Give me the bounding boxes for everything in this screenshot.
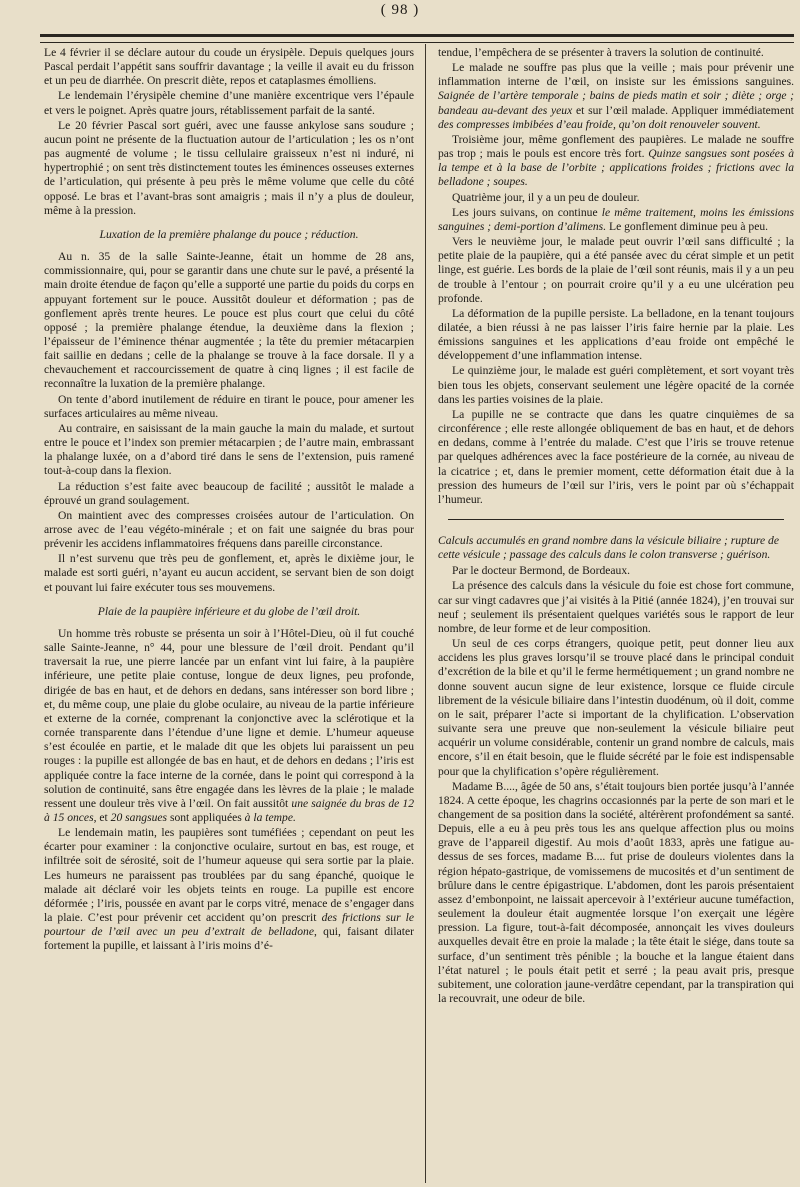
paragraph: Quatrième jour, il y a un peu de douleur. bbox=[452, 190, 640, 204]
article-separator bbox=[448, 519, 784, 520]
italic-text: Saignée de l’artère temporale ; bains de pieds matin et soir ; diète ; orge ; bandeau au-devant des yeux bbox=[438, 89, 794, 117]
text-run: Le lendemain matin, les paupières sont tuméfiées ; cependant on peut les écarter pour examiner : la conjonctive oculaire, surtout en bas, est rouge, et infiltrée soit de sérosité, soit de l’humeur aqueuse qui sera sortie par la plaie. Les humeurs ne paraissent pas troublées par du sang épanché, quoique le malade ait déclaré voir les objets teints en rouge. La pupille est encore déformée ; l’iris, poussée en avant par le corps vitré, menace de s’engager dans la plaie. C’est pour prévenir cet accident qu’on prescrit bbox=[44, 826, 414, 925]
italic-text: le même traitement, moins les émissions sanguines ; demi-portion d’alimens. bbox=[438, 205, 794, 233]
paragraph: Au n. 35 de la salle Sainte-Jeanne, était un homme de 28 ans, commissionnaire, qui, pour se garantir dans une chute sur le pavé, a présenté la main droite étendue de façon qu’elle a supporté une partie du poids du corps en appuyant fortement sur le pouce. Aussitôt douleur et déformation ; pas de gonflement après trente heures. Le pouce est plus court que celui du côté opposé ; la première phalange étendue, la deuxième dans la flexion ; l’épaisseur de l’éminence thénar augmentée ; la tête du premier métacarpien fait saillie en dedans ; celle de la phalange se trouve à la face dorsale. Il y a chevauchement et raccourcissement de quatre à cinq lignes ; il est facile de reconnaître la luxation de la première phalange. bbox=[44, 250, 414, 391]
text-run: Les jours suivans, on continue bbox=[452, 205, 598, 219]
paragraph bbox=[438, 133, 794, 190]
article-title: Calculs accumulés en grand nombre dans la vésicule biliaire ; rupture de cette vésicule ; passage des calculs dans le colon transverse ; guérison. bbox=[438, 534, 779, 562]
paragraph: Le lendemain l’érysipèle chemine d’une manière excentrique vers l’épaule et vers le poignet. Après quatre jours, rétablissement parfait de la santé. bbox=[44, 89, 414, 117]
paragraph: Il n’est survenu que très peu de gonflement, et, après le dixième jour, le malade est sorti guéri, n’ayant eu aucun accident, se servant bien de son doigt et pouvant lui faire exécuter tous ses mouvemens. bbox=[44, 552, 414, 594]
paragraph: Le quinzième jour, le malade est guéri complètement, et sort voyant très bien tous les objets, conservant seulement une légère opacité de la cornée dans les parties voisines de la plaie. bbox=[438, 364, 794, 406]
italic-text: une saignée du bras de 12 à 15 onces bbox=[44, 796, 414, 824]
paragraph: On tente d’abord inutilement de réduire en tirant le pouce, pour amener les surfaces articulaires au même niveau. bbox=[44, 392, 414, 420]
page-number: ( 98 ) bbox=[380, 2, 420, 18]
right-column bbox=[438, 46, 794, 1183]
italic-text: Quinze sangsues sont posées à la tempe et à la base de l’orbite ; applications froides ; frictions avec la belladone ; soupes. bbox=[438, 147, 794, 189]
text-run: et sur l’œil malade. Appliquer immédiatement bbox=[575, 103, 794, 117]
paragraph: Au contraire, en saisissant de la main gauche la main du malade, et surtout entre le pouce et l’index son premier métacarpien ; de l’autre main, embrassant la phalange luxée, on a d’abord tiré dans le sens de l’extension, puis ramené tout-à-coup dans la flexion. bbox=[44, 421, 414, 478]
section-heading-luxation: Luxation de la première phalange du pouce ; réduction. bbox=[99, 227, 359, 241]
paragraph: Le 4 février il se déclare autour du coude un érysipèle. Depuis quelques jours Pascal perdait l’appétit sans souffrir davantage ; la veille il avait eu du frisson et un peu de diarrhée. On prescrit diète, repos et cataplasmes émolliens. bbox=[44, 46, 414, 88]
header-rule bbox=[40, 34, 794, 43]
paragraph: Vers le neuvième jour, le malade peut ouvrir l’œil sans difficulté ; la petite plaie de la paupière, qui a été pansée avec du cérat simple et un petit linge, est guérie. Les bords de la plaie de l’œil sont réunis, mais il y a un peu de trouble à l’entour ; on pourrait croire qu’il y a eu une ulcération peu profonde. bbox=[438, 235, 794, 305]
paragraph: La pupille ne se contracte que dans les quatre cinquièmes de sa circonférence ; elle reste allongée obliquement de bas en haut, et de dehors en dedans, comme à l’entrée du malade. C’est que l’iris se trouve retenue par quelques adhérences avec la face postérieure de la cornée, au niveau de la cicatrice ; et, dans le premier moment, cette déformation était due à la pression des humeurs de l’œil sur l’iris, vers le point par où s’échappait l’humeur. bbox=[438, 407, 794, 506]
text-run: Le malade ne souffre pas plus que la veille ; mais pour prévenir une inflammation interne de l’œil, on insiste sur les émissions sanguines. bbox=[438, 61, 794, 89]
paragraph bbox=[438, 206, 794, 234]
column-divider bbox=[425, 44, 426, 1183]
paragraph: tendue, l’empêchera de se présenter à travers la solution de continuité. bbox=[438, 46, 764, 59]
article-author: Par le docteur Bermond, de Bordeaux. bbox=[452, 564, 631, 578]
text-run: Le gonflement diminue peu à peu. bbox=[609, 219, 769, 233]
section-heading-plaie: Plaie de la paupière inférieure et du globe de l’œil droit. bbox=[97, 604, 361, 618]
text-run: , qui, faisant dilater fortement la pupille, et laissant à l’iris moins d’é- bbox=[44, 925, 414, 953]
text-run: , et bbox=[93, 810, 108, 824]
paragraph bbox=[44, 826, 414, 953]
italic-text: 20 sangsues bbox=[110, 810, 168, 824]
italic-text: des compresses imbibées d’eau froide, qu’on doit renouveler souvent. bbox=[438, 117, 761, 131]
italic-text: à la tempe. bbox=[244, 810, 296, 824]
paragraph: La présence des calculs dans la vésicule du foie est chose fort commune, car sur vingt cadavres que j’ai visités à la Pitié (année 1824), j’en trouvai sur neuf ; seulement ils présentaient quelques variétés sous le rapport de leur nombre, de leur forme et de leur composition. bbox=[438, 579, 794, 635]
paragraph bbox=[44, 627, 414, 825]
paragraph: La réduction s’est faite avec beaucoup de facilité ; aussitôt le malade a éprouvé un grand soulagement. bbox=[44, 479, 414, 507]
paragraph: Madame B...., âgée de 50 ans, s’était toujours bien portée jusqu’à l’année 1824. A cette époque, les chagrins occasionnés par la perte de son mari et le changement de sa position dans la société, altérèrent profondément sa santé. Depuis, elle a eu à peu près tous les ans quelque affection plus ou moins grave de l’appareil digestif. Au mois d’août 1833, après une fatigue au-dessus de ses forces, madame B.... fut prise de douleurs violentes dans la région hépato-gastrique, de vomissemens de mucosités et d’un sentiment de brûlure dans le centre épigastrique. L’abdomen, dont les parois présentaient assez d’embonpoint, ne laissait apercevoir à l’extérieur aucune tuméfaction, seulement la douleur était augmentée lorsque l’on exerçait une légère pression. La figure, tout-à-fait décomposée, annonçait les vives douleurs auxquelles devait être en proie la malade ; la tête était le siége, dans toute sa surface, d’un sentiment très pénible ; la bouche et la langue étaient dans l’état naturel ; le pouls était petit et serré ; la peau avait pris, presque subitement, une coloration jaune-verdâtre cependant, par la transpiration qui la recouvrait, une odeur de bile. bbox=[438, 779, 794, 1005]
text-run: sont appliquées bbox=[169, 810, 242, 824]
paragraph: La déformation de la pupille persiste. La belladone, en la tenant toujours dilatée, a bien réussi à ne pas laisser l’iris faire hernie par la plaie. Les émissions sanguines et les applications d’eau froide ont empêché le développement d’une inflammation intense. bbox=[438, 306, 794, 363]
italic-text: des frictions sur le pourtour de l’œil avec un peu d’extrait de belladone bbox=[44, 911, 414, 939]
paragraph: Un seul de ces corps étrangers, quoique petit, peut donner lieu aux accidens les plus graves lorsqu’il se trouve placé dans le principal conduit d’excrétion de la bile et qu’il le ferme hermétiquement ; un grand nombre ne donne souvent aucun signe de leur existence, lorsque ce fluide circule librement de la vésicule biliaire dans l’intestin duodénum, où il doit, comme on le sait, préparer l’acte si important de la chylification. L’observation suivante sera une preuve que non-seulement la vésicule biliaire peut acquérir un volume considérable, contenir un grand nombre de calculs, mais encore, s’il en était besoin, que le fluide sécrété par le foie est indispensable pour que la chylification s’opère régulièrement. bbox=[438, 637, 794, 778]
paragraph: On maintient avec des compresses croisées autour de l’articulation. On arrose avec de l’eau végéto-minérale ; et on fait une saignée du bras pour prévenir les accidens inflammatoires fréquens dans pareille circonstance. bbox=[44, 508, 414, 551]
text-run: Troisième jour, même gonflement des paupières. Le malade ne souffre pas trop ; mais le pouls est encore très fort. bbox=[438, 132, 794, 161]
left-column bbox=[44, 46, 414, 1183]
text-run: Un homme très robuste se présenta un soir à l’Hôtel-Dieu, où il fut couché salle Sainte-Jeanne, n° 44, pour une blessure de l’œil droit. Pendant qu’il traversait la rue, une pierre lancée par un enfant vint lui faire, à la paupière inférieure, une petite plaie contuse, longue de deux lignes, peu profonde, dirigée de bas en haut, et de dehors en dedans, sans intéresser son bord libre ; et, du même coup, une plaie du globe oculaire, au niveau de la partie inférieure et externe de la cornée, comprenant la conjonctive avec la sclérotique et la cornée transparente dans l’étendue d’une ligne et demie. L’humeur aqueuse s’est écoulée en partie, et le malade dit que les objets lui paraissent un peu rouges : la pupille est allongée de bas en haut, et de dehors en dedans ; l’iris est appliquée contre la face interne de la cornée, dans le point qui correspond à la solution de continuité, sans être engagée dans les lèvres de la plaie ; le malade ressent une douleur très vive à l’œil. On fait aussitôt bbox=[44, 626, 414, 810]
paragraph: Le 20 février Pascal sort guéri, avec une fausse ankylose sans soudure ; aucun point ne présente de la fluctuation autour de l’articulation ; les os n’ont pas augmenté de volume ; le tissu cellulaire graisseux n’est ni induré, ni hypertrophié ; on sent très distinctement toutes les éminences osseuses externes de l’articulation, qui présente à peu près le même volume que celle du côté opposé. Le bras et l’avant-bras sont amaigris ; mais il n’y a plus de douleur, même à la pression. bbox=[44, 118, 414, 217]
paragraph bbox=[438, 61, 794, 132]
